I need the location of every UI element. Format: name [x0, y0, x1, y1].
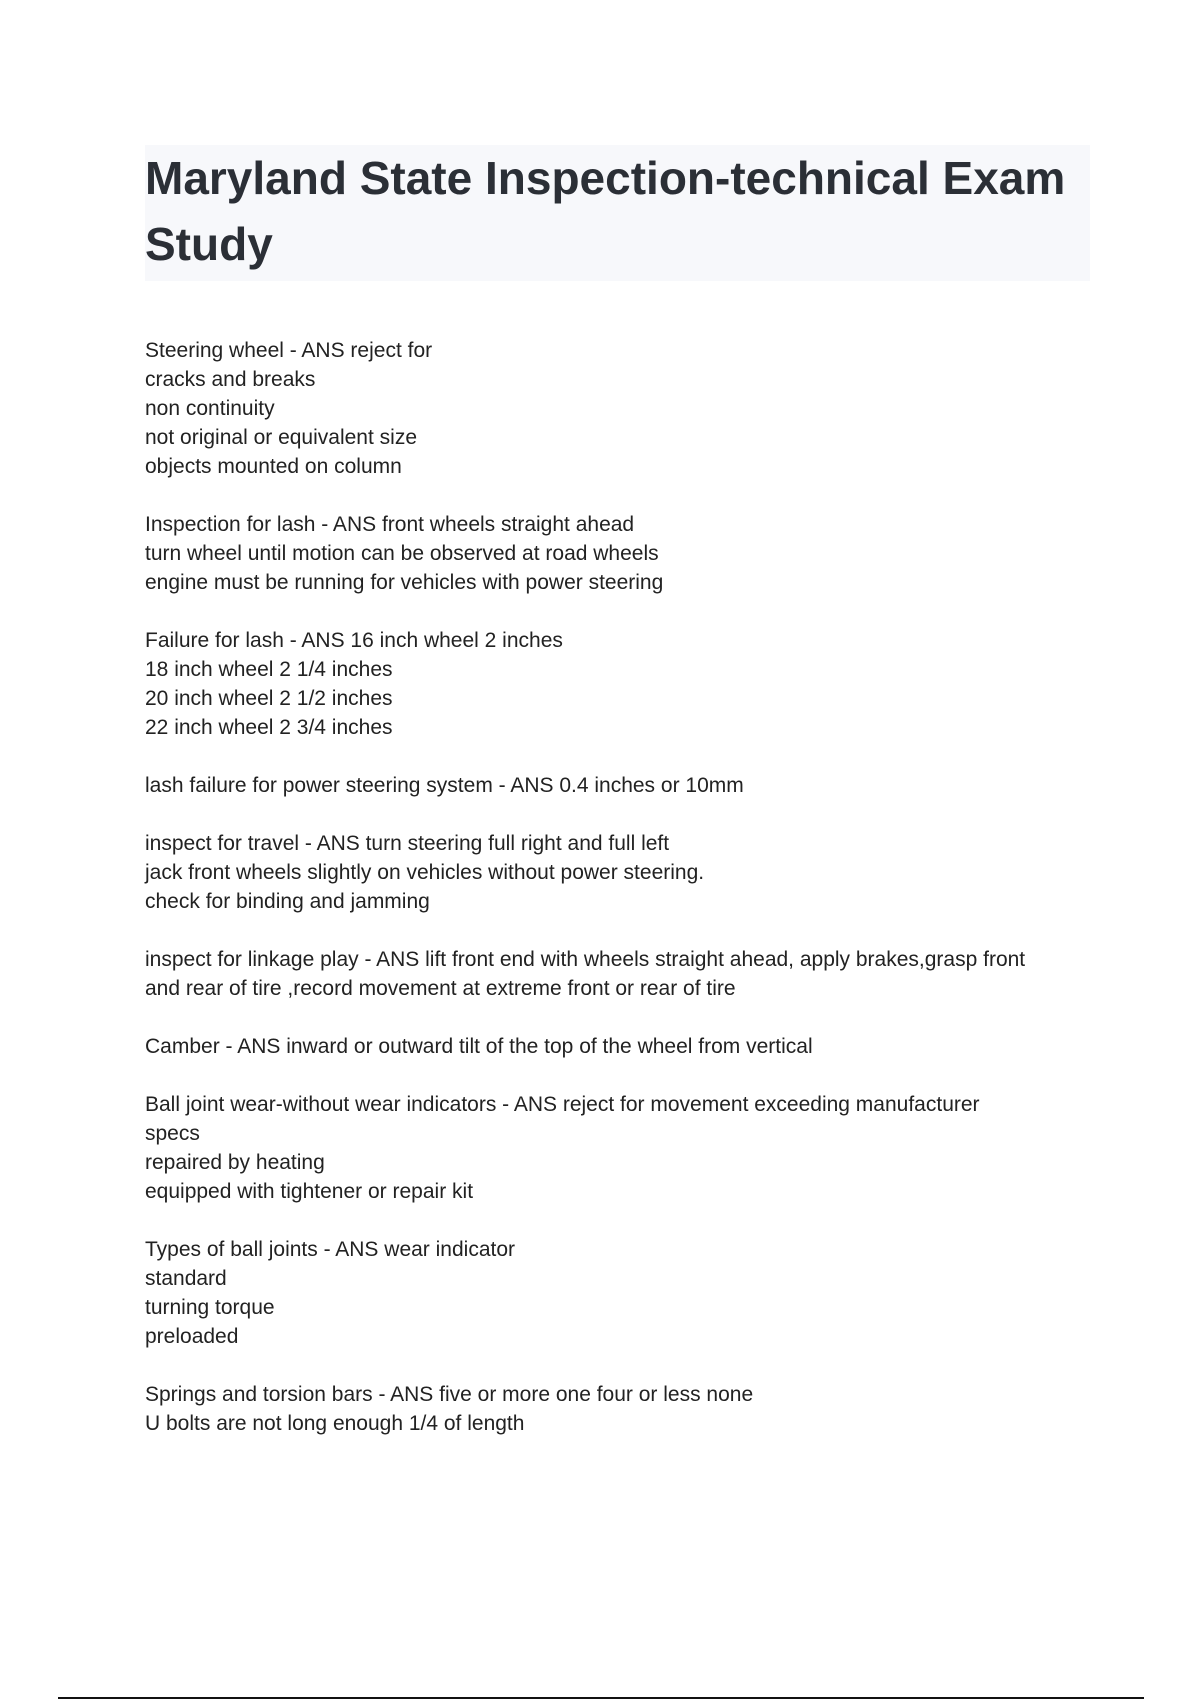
page-title-line: Study: [145, 218, 273, 270]
entry-line: not original or equivalent size: [145, 426, 417, 449]
page-title-line: Maryland State Inspection-technical Exam: [145, 152, 1066, 204]
entry-inspect-for-travel: [145, 829, 1090, 916]
entry-line: engine must be running for vehicles with power steering: [145, 571, 664, 594]
entry-springs-and-torsion-bars: [145, 1380, 1090, 1438]
entry-line: and rear of tire ,record movement at extreme front or rear of tire: [145, 977, 736, 1000]
entry-line: repaired by heating: [145, 1151, 325, 1174]
footer-divider: [58, 1697, 1144, 1699]
entry-line: inspect for travel - ANS turn steering full right and full left: [145, 832, 670, 855]
entry-line: Inspection for lash - ANS front wheels straight ahead: [145, 513, 635, 536]
entry-inspect-for-linkage-play: [145, 945, 1090, 1003]
entry-line: U bolts are not long enough 1/4 of length: [145, 1412, 525, 1435]
entry-ball-joint-wear: [145, 1090, 1090, 1206]
entry-line: non continuity: [145, 397, 275, 420]
entry-line: equipped with tightener or repair kit: [145, 1180, 474, 1203]
entry-types-of-ball-joints: [145, 1235, 1090, 1351]
entry-failure-for-lash: [145, 626, 1090, 742]
entry-line: Types of ball joints - ANS wear indicator: [145, 1238, 516, 1261]
entry-line: Springs and torsion bars - ANS five or more one four or less none: [145, 1383, 754, 1406]
entry-lash-failure-power-steering: [145, 771, 1090, 800]
entry-line: turning torque: [145, 1296, 275, 1319]
entry-line: jack front wheels slightly on vehicles without power steering.: [145, 861, 705, 884]
page-title: [145, 145, 1090, 277]
entry-line: 18 inch wheel 2 1/4 inches: [145, 658, 393, 681]
entry-inspection-for-lash: [145, 510, 1090, 597]
entry-line: standard: [145, 1267, 227, 1290]
entry-line: turn wheel until motion can be observed at road wheels: [145, 542, 659, 565]
entry-line: preloaded: [145, 1325, 239, 1348]
entry-line: Camber - ANS inward or outward tilt of the top of the wheel from vertical: [145, 1035, 813, 1058]
entry-line: Steering wheel - ANS reject for: [145, 339, 433, 362]
entry-line: check for binding and jamming: [145, 890, 430, 913]
entry-line: cracks and breaks: [145, 368, 316, 391]
entry-steering-wheel: [145, 336, 1090, 481]
entry-line: 20 inch wheel 2 1/2 inches: [145, 687, 393, 710]
entry-camber: [145, 1032, 1090, 1061]
entry-line: objects mounted on column: [145, 455, 402, 478]
study-entries: [145, 336, 1090, 1467]
entry-line: 22 inch wheel 2 3/4 inches: [145, 716, 393, 739]
title-block: [145, 145, 1090, 281]
entry-line: Ball joint wear-without wear indicators - ANS reject for movement exceeding manufacturer: [145, 1093, 980, 1116]
entry-line: Failure for lash - ANS 16 inch wheel 2 inches: [145, 629, 563, 652]
entry-line: specs: [145, 1122, 200, 1145]
entry-line: inspect for linkage play - ANS lift front end with wheels straight ahead, apply brakes,grasp front: [145, 948, 1026, 971]
entry-line: lash failure for power steering system - ANS 0.4 inches or 10mm: [145, 774, 744, 797]
